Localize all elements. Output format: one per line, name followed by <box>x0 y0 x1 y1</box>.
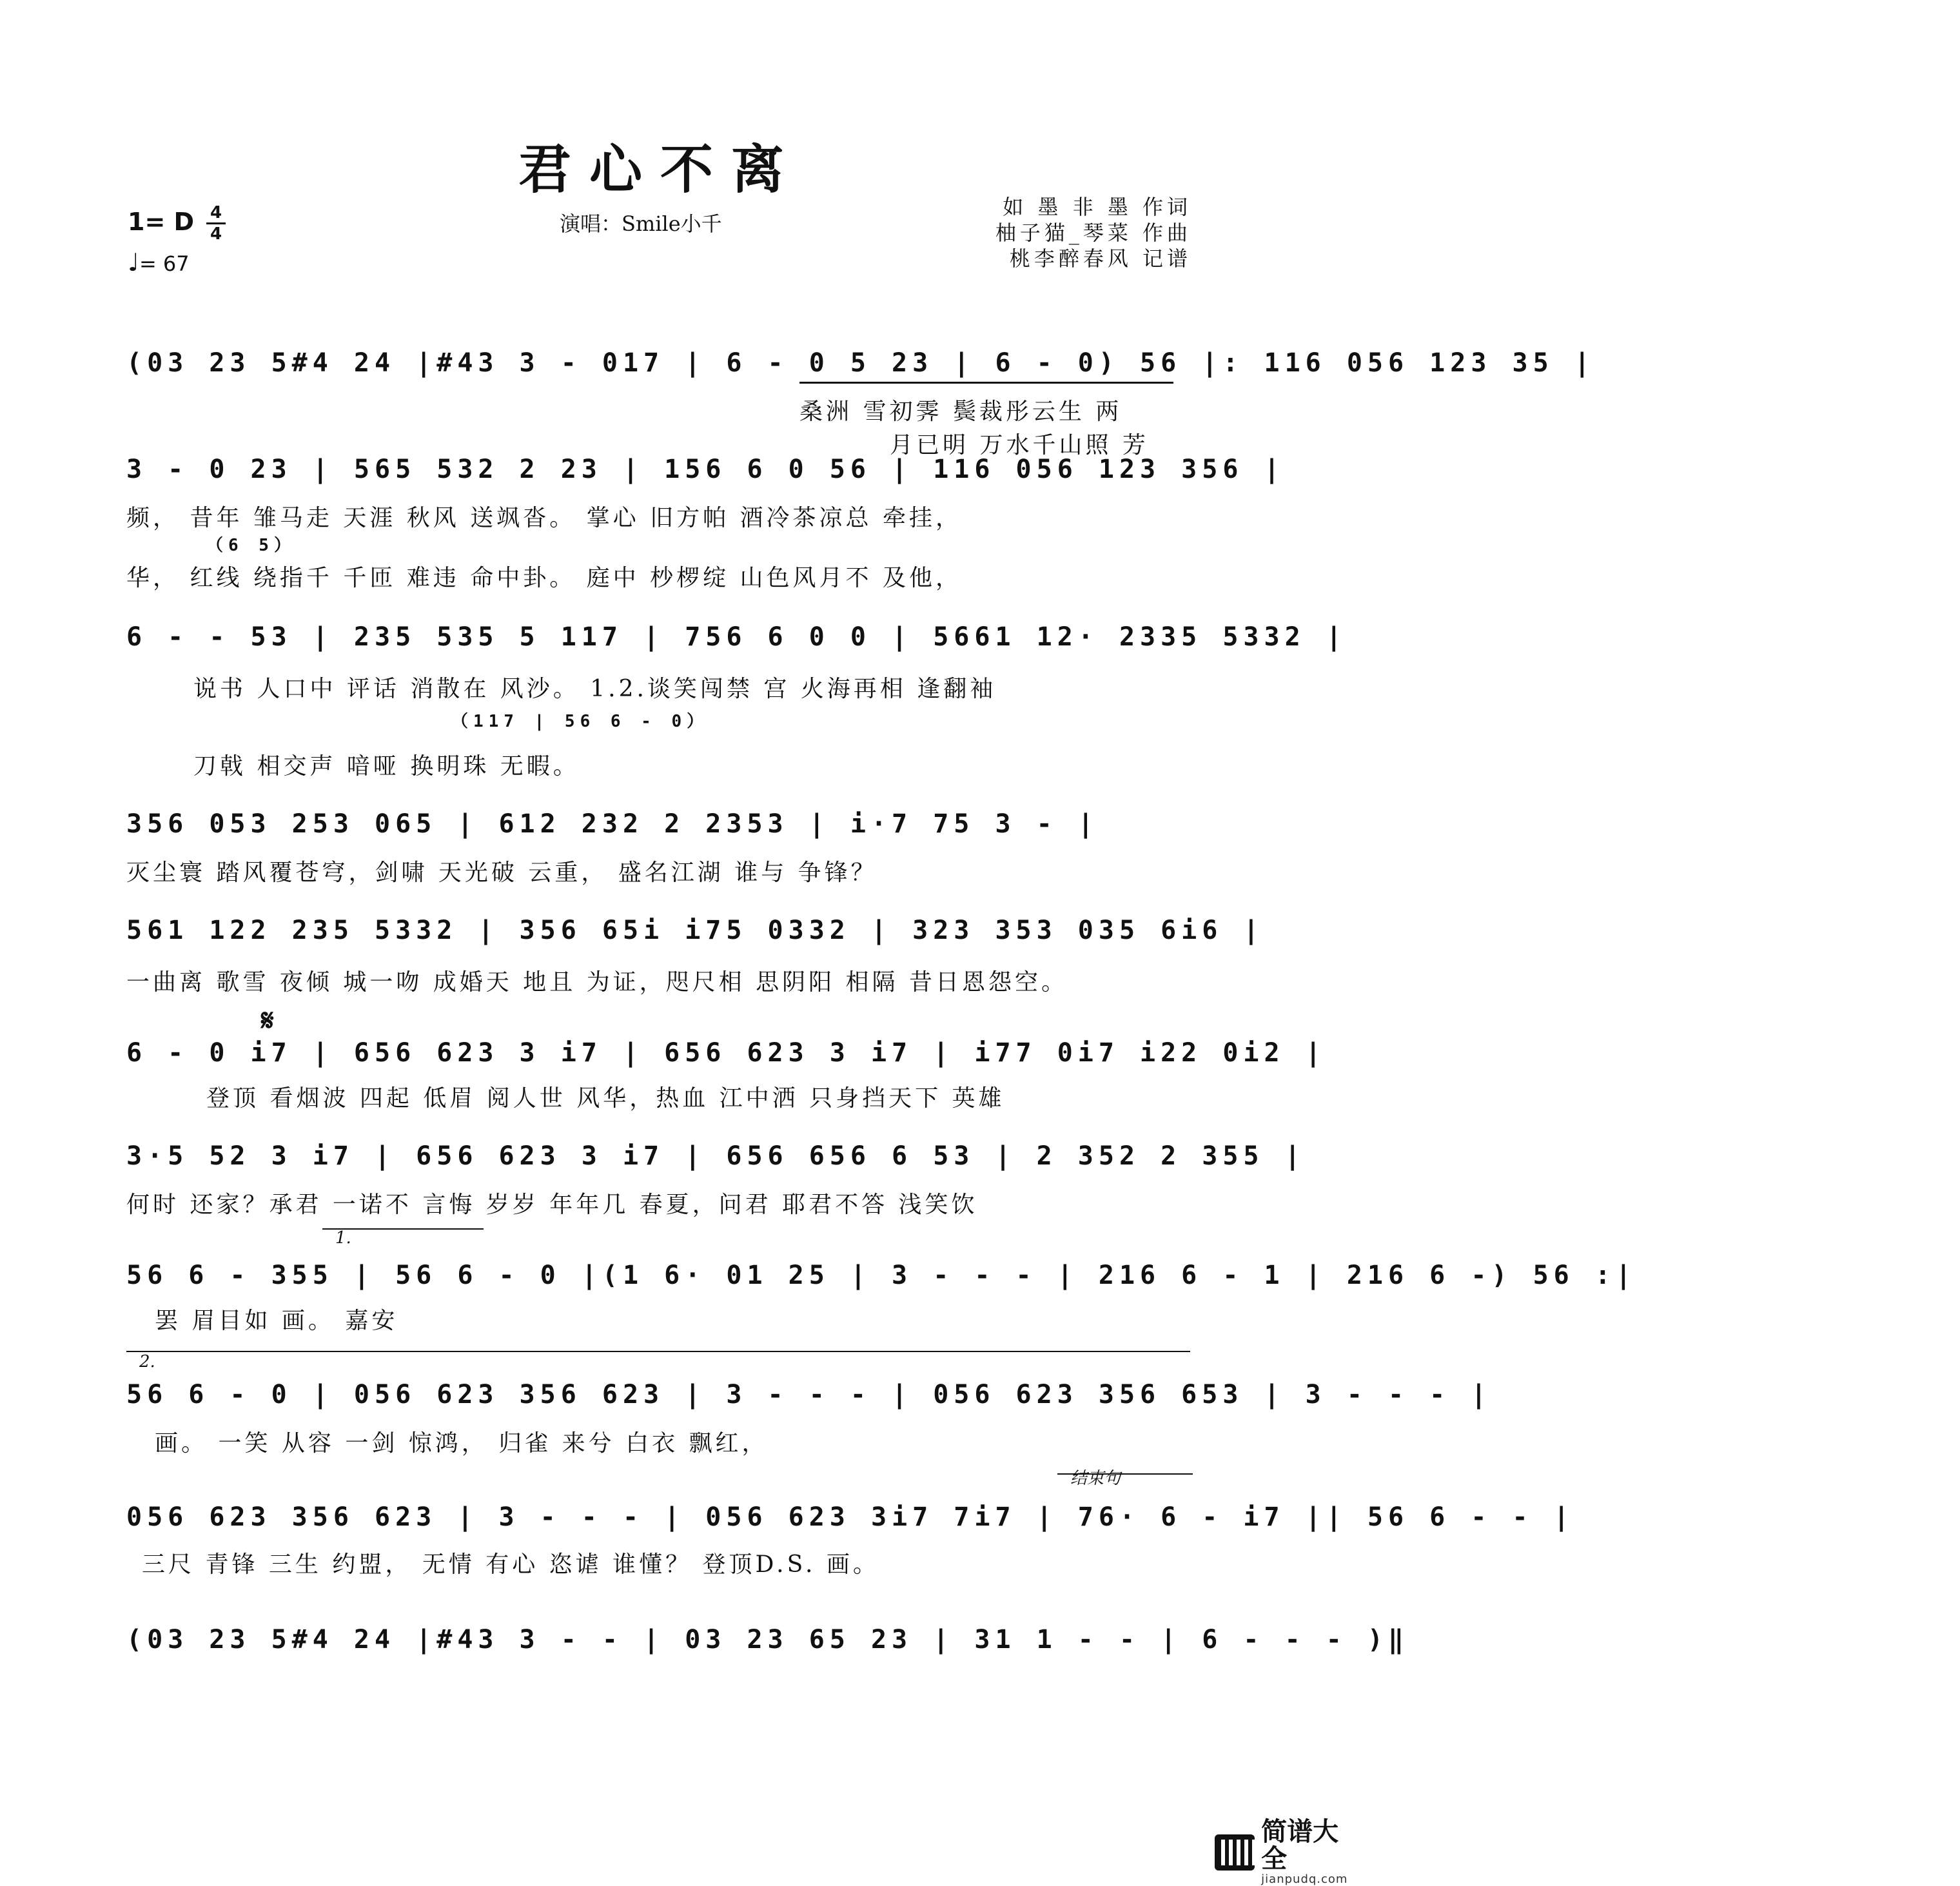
score-line-10: 056 623 356 623 | 3 - - - | 056 623 3i7 7i7 | 76· 6 - i7 || 56 6 - - | <box>126 1502 1574 1532</box>
volta-label-2: 2. <box>139 1352 155 1371</box>
score-line-7: 3·5 52 3 i7 | 656 623 3 i7 | 656 656 6 53 | 2 352 2 355 | <box>126 1141 1306 1171</box>
score-line-9: 56 6 - 0 | 056 623 356 623 | 3 - - - | 056 623 356 653 | 3 - - - | <box>126 1380 1492 1410</box>
volta-label-1: 1. <box>335 1228 351 1248</box>
lyric-line-4: 灭尘寰 踏风覆苍穹，剑啸 天光破 云重， 盛名江湖 谁与 争锋？ <box>126 860 877 886</box>
quarter-note-icon: ♩ <box>128 248 139 277</box>
tempo-value: = 67 <box>139 251 190 276</box>
lyric-line-2b: 华， 红线 绕指千 千匝 难违 命中卦。 庭中 杪椤绽 山色风月不 及他， <box>126 565 962 591</box>
lyric-line-10: 三尺 青锋 三生 约盟， 无情 有心 恣谑 谁懂？ 登顶D.S. 画。 <box>142 1551 879 1578</box>
lyric-line-6: 登顶 看烟波 四起 低眉 阅人世 风华，热血 江中洒 只身挡天下 英雄 <box>206 1085 1005 1112</box>
lyric-line-1b: 月已明 万水千山照 芳 <box>890 432 1149 458</box>
logo-url: jianpudq.com <box>1261 1872 1348 1886</box>
time-signature <box>206 204 226 243</box>
score-line-3: 6 - - 53 | 235 535 5 117 | 756 6 0 0 | 5661 12· 2335 5332 | <box>126 622 1347 652</box>
site-logo <box>1215 1818 1353 1886</box>
lyric-line-3b: 刀戟 相交声 喑哑 换明珠 无暇。 <box>193 753 580 780</box>
lyric-line-9: 画。 一笑 从容 一剑 惊鸿， 归雀 来兮 白衣 飘红， <box>155 1430 769 1457</box>
score-line-8: 56 6 - 355 | 56 6 - 0 |(1 6· 01 25 | 3 - - - | 216 6 - 1 | 216 6 -) 56 :| <box>126 1261 1636 1290</box>
tempo-marking <box>128 248 190 277</box>
logo-name: 简谱大全 <box>1261 1817 1339 1874</box>
song-title: 君心不离 <box>518 139 802 201</box>
key-signature: 1= D <box>128 208 195 236</box>
score-line-1: (03 23 5#4 24 |#43 3 - 017 | 6 - 0 5 23 | 6 - 0) 56 |: 116 056 123 35 | <box>126 348 1595 378</box>
score-line-11: (03 23 5#4 24 |#43 3 - - | 03 23 65 23 | 31 1 - - | 6 - - - )‖ <box>126 1625 1409 1655</box>
time-signature-top: 4 <box>210 203 222 222</box>
ending-label: 结束句 <box>1070 1469 1121 1488</box>
score-line-6: 6 - 0 i7 | 656 623 3 i7 | 656 623 3 i7 | i77 0i7 i22 0i2 | <box>126 1038 1326 1068</box>
lyric-line-5: 一曲离 歌雪 夜倾 城一吻 成婚天 地且 为证，咫尺相 思阴阳 相隔 昔日恩怨空。 <box>126 969 1068 996</box>
lyric-line-1a: 桑洲 雪初霁 鬓裁彤云生 两 <box>799 398 1122 425</box>
score-line-2: 3 - 0 23 | 565 532 2 23 | 156 6 0 56 | 116 056 123 356 | <box>126 455 1285 484</box>
lyric-line-8: 罢 眉目如 画。 嘉安 <box>155 1308 398 1334</box>
segno-icon: 𝄋 <box>261 1003 274 1037</box>
lyric-line-2a: 频， 昔年 雏马走 天涯 秋风 送飒沓。 掌心 旧方帕 酒冷茶凉总 牵挂， <box>126 505 962 531</box>
lyric-line-3a: 说书 人口中 评话 消散在 风沙。 1.2.谈笑闯禁 宫 火海再相 逢翻袖 <box>193 676 997 702</box>
score-line-5: 561 122 235 5332 | 356 65i i75 0332 | 323 353 035 6i6 | <box>126 916 1264 945</box>
ossia-notes-2: （6 5） <box>206 536 296 555</box>
ossia-notes-3: （117 | 56 6 - 0） <box>451 712 709 731</box>
lyric-line-7: 何时 还家？承君 一诺不 言悔 岁岁 年年几 春夏，问君 耶君不答 浅笑饮 <box>126 1192 978 1218</box>
time-signature-bottom: 4 <box>210 224 222 244</box>
singer-credit: 演唱：Smile小千 <box>560 211 722 236</box>
transcriber-credit: 桃李醉春风 记谱 <box>1009 246 1191 271</box>
composer-credit: 柚子猫_琴菜 作曲 <box>995 221 1191 245</box>
score-line-4: 356 053 253 065 | 612 232 2 2353 | i·7 75 3 - | <box>126 809 1099 839</box>
lyricist-credit: 如 墨 非 墨 作词 <box>1003 195 1191 219</box>
piano-keys-icon <box>1215 1834 1255 1871</box>
